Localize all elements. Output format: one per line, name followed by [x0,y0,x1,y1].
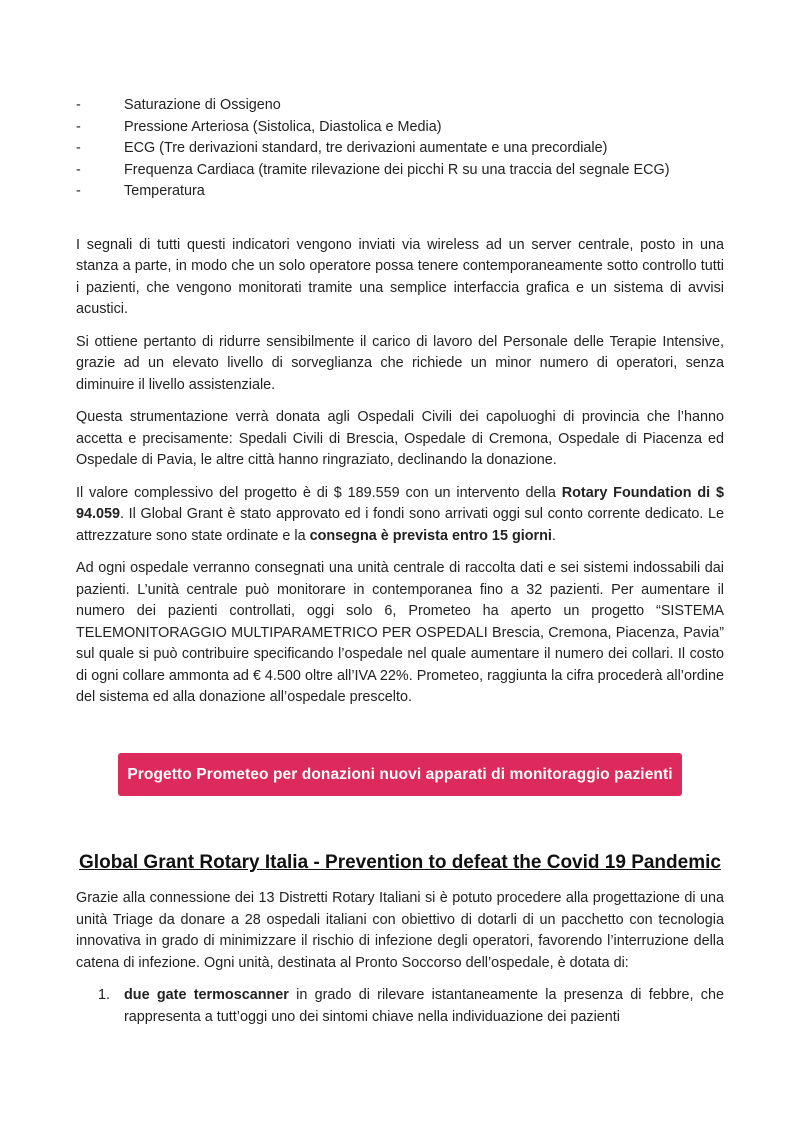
list-item [76,181,724,203]
text-run: . [551,527,556,544]
paragraph-project-value [76,483,724,548]
text-run: in grado di rilevare istantaneamente la presenza di febbre, che rappresenta a tutt’oggi uno dei sintomi chiave nella individuazione dei pazienti [124,987,724,1025]
paragraph-wireless: I segnali di tutti questi indicatori vengono inviati via wireless ad un server centrale, posto in una stanza a parte, in modo che un solo operatore possa tenere contemporaneamente sotto controllo tutti i pazienti, che vengono monitorati tramite una semplice interfaccia grafica e un sistema di avvisi acustici. [76,236,724,317]
list-number: 1. [98,987,111,1003]
bold-delivery: consegna è prevista entro 15 giorni [309,527,552,544]
paragraph-hospitals: Questa strumentazione verrà donata agli Ospedali Civili dei capoluoghi di provincia che l’hanno accetta e precisamente: Spedali Civili di Brescia, Ospedale di Cremona, Ospedale di Piacenza ed Ospedale di Pavia, le altre città hanno ringraziato, declinando la donazione. [76,409,724,468]
bullet-mark: - [76,140,81,156]
text-run: Il valore complessivo del progetto è di $ 189.559 con un intervento della [76,484,562,501]
list-item-text: Saturazione di Ossigeno [124,97,281,113]
list-item [76,138,724,160]
bullet-mark: - [76,97,81,113]
vital-signs-list [76,95,724,203]
list-item-text [124,985,724,1028]
cta-container [76,753,724,797]
paragraph-central-unit: Ad ogni ospedale verranno consegnati una unità centrale di raccolta dati e sei sistemi indossabili dai pazienti. L’unità centrale può monitorare in contemporanea fino a 32 pazienti. Per aumentare il numero dei pazienti controllati, oggi solo 6, Prometeo ha aperto un progetto “SISTEMA TELEMONITORAGGIO MULTIPARAMETRICO PER OSPEDALI Brescia, Cremona, Piacenza, Pavia” sul quale si può contribuire specificando l’ospedale nel quale aumentare il numero dei collari. Il costo di ogni collare ammonta ad € 4.500 oltre all’IVA 22%. Prometeo, raggiunta la cifra procederà all’ordine del sistema ed alla donazione all’ospedale prescelto. [76,560,724,705]
list-item-text: Temperatura [124,183,205,199]
list-item [76,160,724,182]
list-item-text: ECG (Tre derivazioni standard, tre derivazioni aumentate e una precordiale) [124,140,608,156]
list-item [76,117,724,139]
list-item-text: Frequenza Cardiaca (tramite rilevazione dei picchi R su una traccia del segnale ECG) [124,161,670,178]
bold-gate-termoscanner: due gate termoscanner [124,987,289,1003]
section-heading: Global Grant Rotary Italia - Prevention to defeat the Covid 19 Pandemic [79,852,721,873]
list-item [76,95,724,117]
bullet-mark: - [76,183,81,199]
bullet-mark: - [76,161,81,178]
paragraph-triage-intro: Grazie alla connessione dei 13 Distretti Rotary Italiani si è potuto procedere alla progettazione di una unità Triage da donare a 28 ospedali italiani con obiettivo di dotarli di un pacchetto con tecnologia innovativa in grado di minimizzare il rischio di infezione degli operatori, favorendo l’interruzione della catena di infezione. Ogni unità, destinata al Pronto Soccorso dell’ospedale, è dotata di: [76,890,724,971]
list-item [76,985,724,1028]
prometeo-donation-button[interactable]: Progetto Prometeo per donazioni nuovi apparati di monitoraggio pazienti [118,753,681,797]
paragraph-workload: Si ottiene pertanto di ridurre sensibilmente il carico di lavoro del Personale delle Terapie Intensive, grazie ad un elevato livello di sorveglianza che richiede un minor numero di operatori, senza diminuire il livello assistenziale. [76,333,724,393]
text-run: . Il Global Grant è stato approvato ed i fondi sono arrivati oggi sul conto corrente dedicato. Le attrezzature sono state ordinate e la [76,506,724,544]
bullet-mark: - [76,118,81,135]
triage-equipment-list [76,985,724,1028]
bold-rotary-foundation: Rotary Foundation di $ 94.059 [76,484,724,522]
list-item-text: Pressione Arteriosa (Sistolica, Diastolica e Media) [124,118,442,135]
